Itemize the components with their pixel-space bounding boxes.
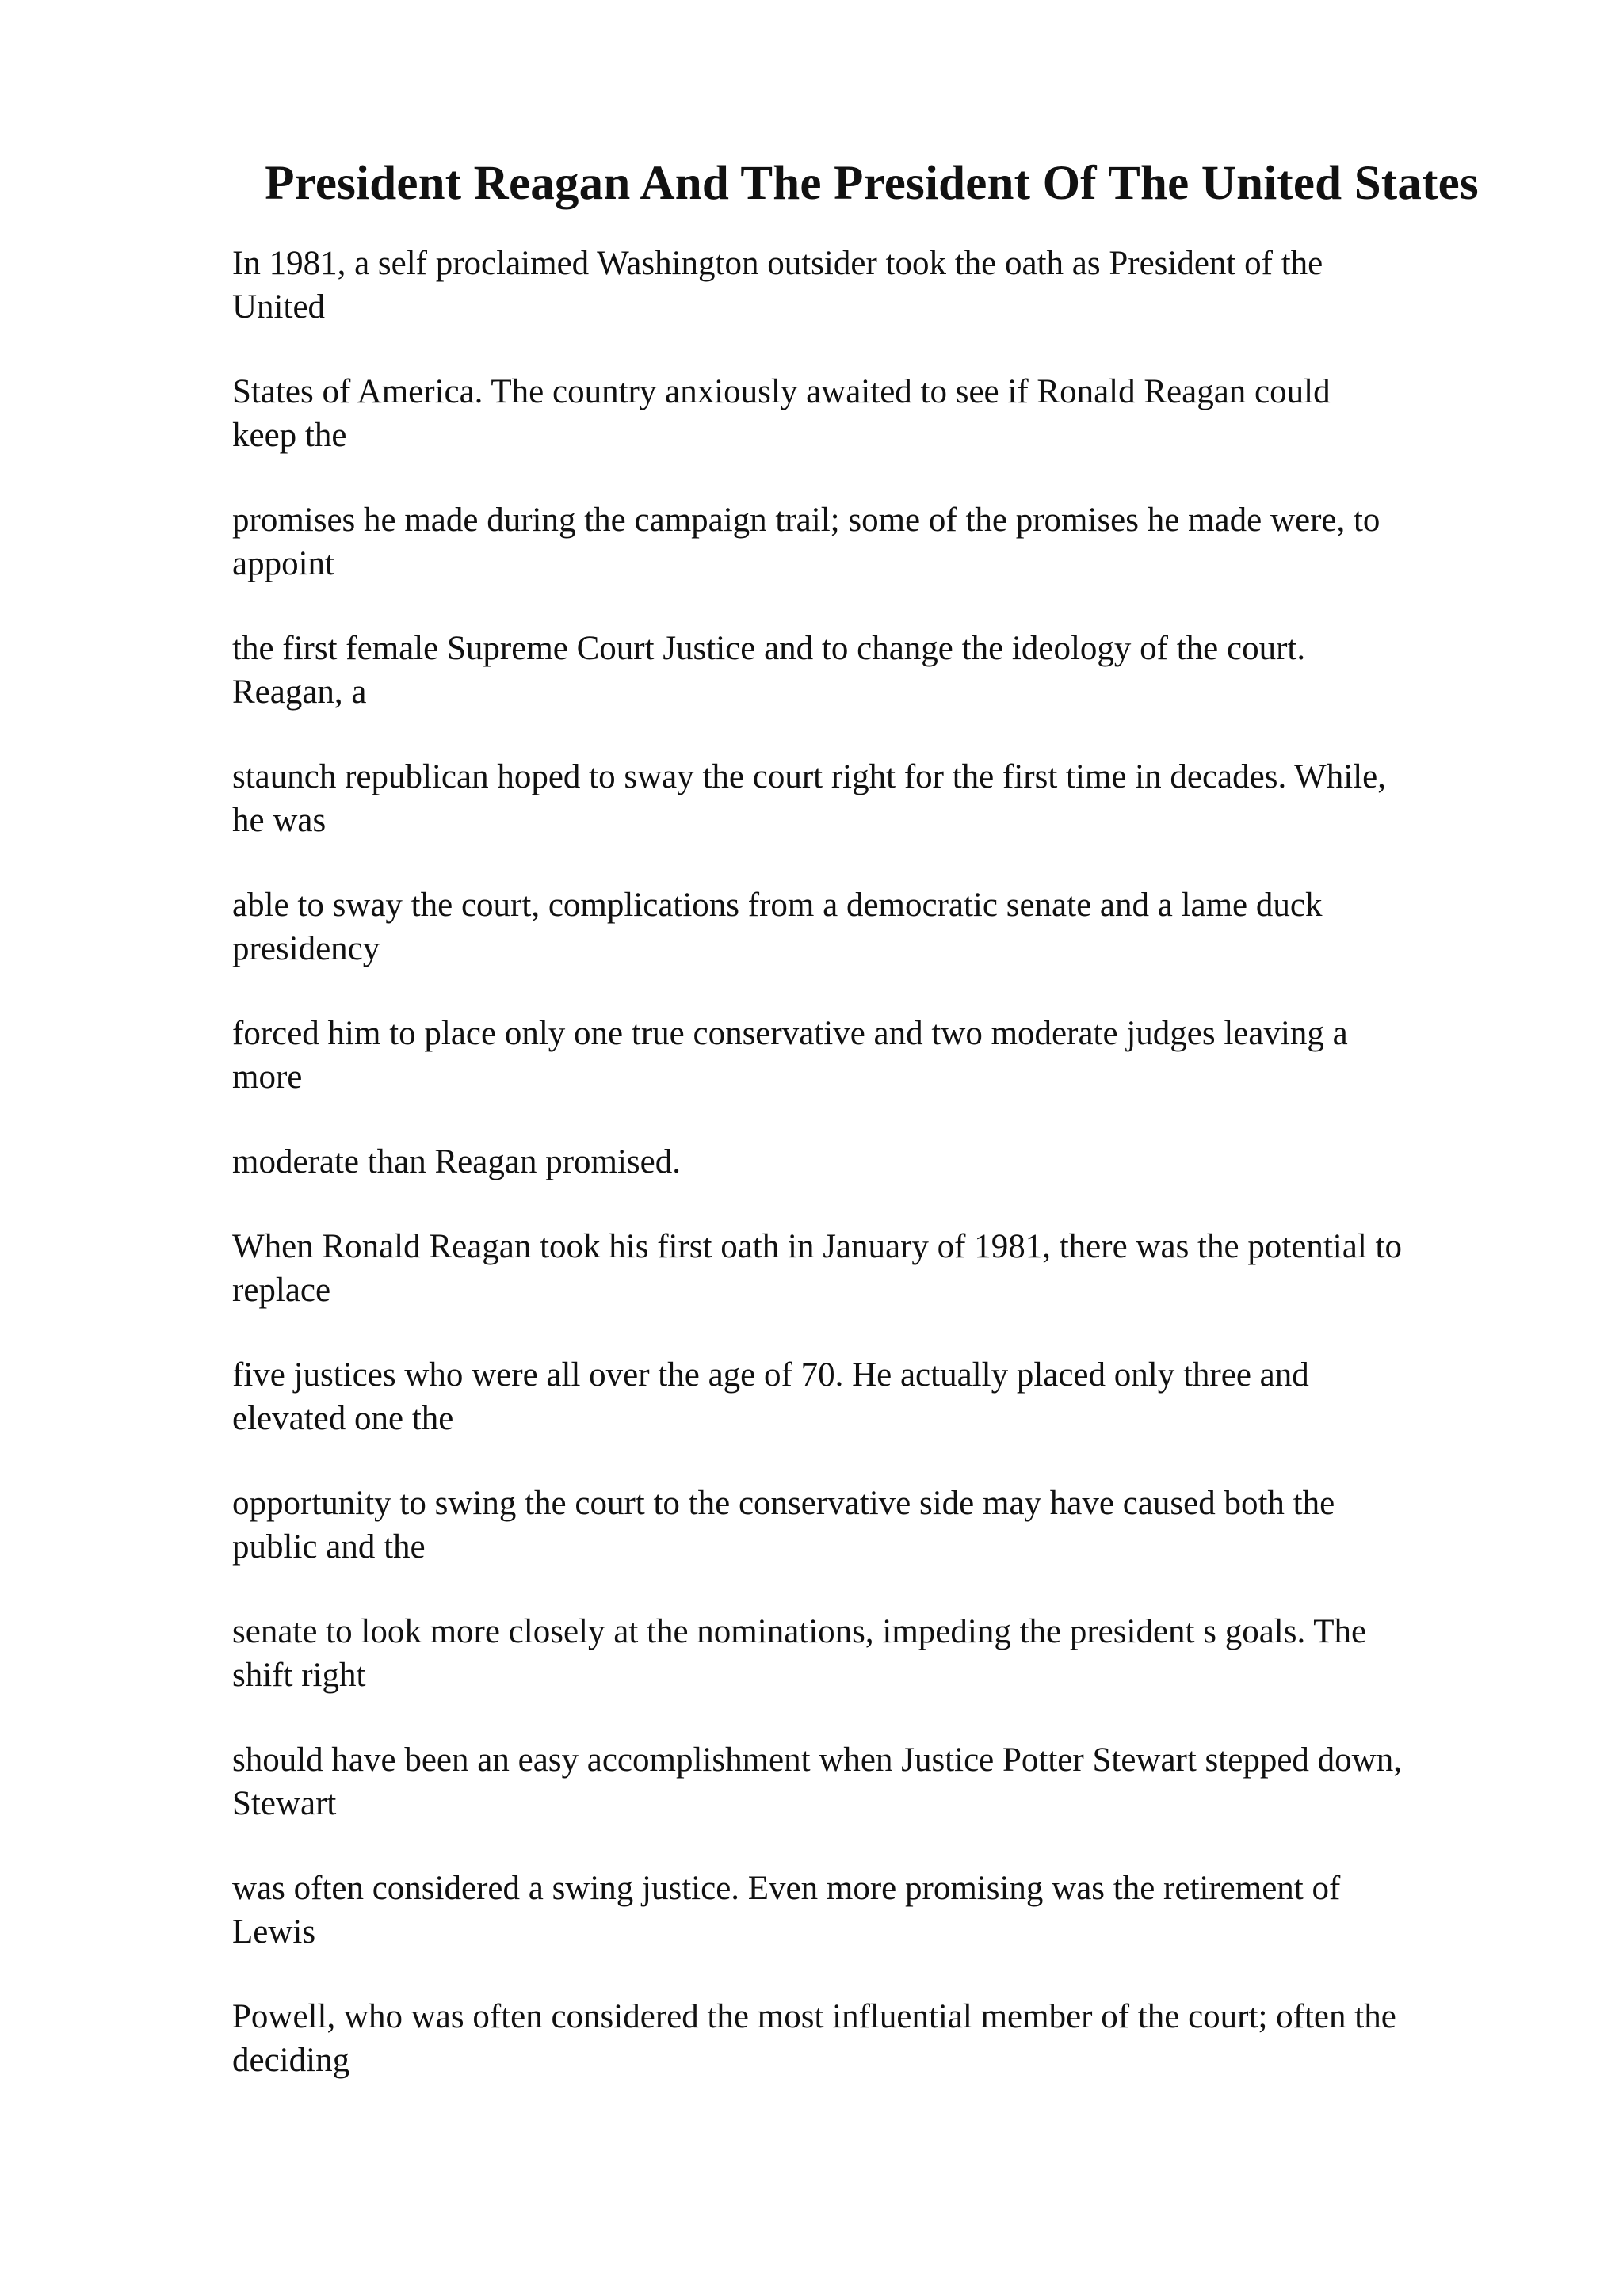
paragraph-line: five justices who were all over the age of 70. He actually placed only three and [232, 1356, 1309, 1394]
paragraph-line: promises he made during the campaign trail; some of the promises he made were, to [232, 502, 1381, 539]
paragraph-line: should have been an easy accomplishment when Justice Potter Stewart stepped down, [232, 1741, 1402, 1779]
paragraph [232, 1140, 1516, 1184]
paragraph [232, 1225, 1516, 1312]
paragraph-line: moderate than Reagan promised. [232, 1143, 681, 1180]
paragraph [232, 1482, 1516, 1569]
paragraph-line: shift right [232, 1657, 366, 1694]
paragraph-line: staunch republican hoped to sway the court right for the first time in decades. While, [232, 758, 1386, 795]
paragraph-line: keep the [232, 417, 347, 454]
paragraph-line: In 1981, a self proclaimed Washington outsider took the oath as President of the [232, 245, 1323, 282]
paragraph-line: forced him to place only one true conservative and two moderate judges leaving a [232, 1015, 1348, 1052]
paragraph [232, 1995, 1516, 2082]
paragraph [232, 1738, 1516, 1825]
paragraph-line: able to sway the court, complications from a democratic senate and a lame duck [232, 887, 1323, 924]
paragraph [232, 627, 1516, 714]
paragraph-line: he was [232, 802, 327, 839]
paragraph [232, 242, 1516, 329]
paragraph-line: public and the [232, 1528, 426, 1566]
paragraph-line: When Ronald Reagan took his first oath in January of 1981, there was the potential to [232, 1228, 1402, 1265]
paragraph [232, 883, 1516, 971]
paragraph [232, 1610, 1516, 1697]
paragraph [232, 1353, 1516, 1440]
paragraph-line: Stewart [232, 1785, 337, 1822]
paragraph-line: elevated one the [232, 1400, 454, 1437]
paragraph [232, 370, 1516, 457]
paragraph-line: replace [232, 1272, 331, 1309]
paragraph [232, 1867, 1516, 1954]
paragraph-line: was often considered a swing justice. Even more promising was the retirement of [232, 1870, 1341, 1907]
paragraph [232, 755, 1516, 842]
paragraph-line: the first female Supreme Court Justice and to change the ideology of the court. [232, 630, 1306, 667]
paragraph-line: more [232, 1058, 303, 1096]
paragraph [232, 498, 1516, 585]
paragraph-line: Reagan, a [232, 673, 367, 711]
paragraph-line: deciding [232, 2042, 350, 2079]
paragraph-line: Lewis [232, 1913, 316, 1951]
paragraph-line: senate to look more closely at the nominations, impeding the president s goals. The [232, 1613, 1367, 1650]
paragraph-line: opportunity to swing the court to the conservative side may have caused both the [232, 1485, 1335, 1522]
document-body [232, 242, 1516, 2123]
paragraph-line: States of America. The country anxiously awaited to see if Ronald Reagan could [232, 373, 1331, 410]
paragraph-line: Powell, who was often considered the most influential member of the court; often the [232, 1998, 1396, 2035]
paragraph-line: presidency [232, 930, 380, 967]
paragraph-line: appoint [232, 545, 334, 582]
paragraph-line: United [232, 288, 326, 326]
document-title: President Reagan And The President Of The United States [265, 157, 1479, 210]
paragraph [232, 1012, 1516, 1099]
